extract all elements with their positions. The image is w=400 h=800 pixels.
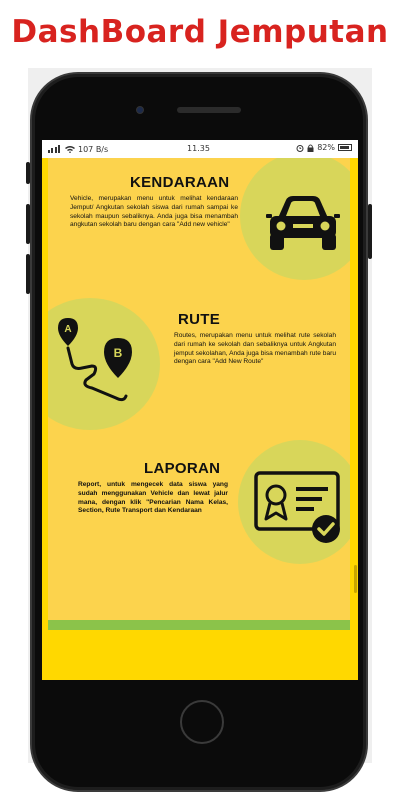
rute-title: RUTE [178,311,221,328]
earpiece-speaker [177,107,241,113]
route-icon [58,316,150,404]
home-button[interactable] [180,700,224,744]
front-camera-icon [136,106,144,114]
wifi-icon [65,145,75,153]
banner-title: DashBoard Jemputan [11,14,389,50]
route-marker-b: B [113,346,123,360]
rute-description: Routes, merupakan menu untuk melihat rute sekolah dari rumah ke sekolah dan sebaliknya untuk Angkutan jemput sekolahan, Anda juga bisa menambah rute baru dengan cara "Add New Route" [174,332,336,366]
laporan-title: LAPORAN [144,460,221,477]
car-icon [266,194,340,252]
battery-icon [338,144,352,151]
battery-percent: 82% [317,143,335,152]
alarm-icon [296,144,304,152]
route-marker-a: A [64,324,72,335]
volume-up-button [26,204,30,244]
clock: 11.35 [187,144,210,153]
mute-switch [26,162,30,184]
scrollbar-thumb[interactable] [354,565,357,593]
volume-down-button [26,254,30,294]
lock-icon [307,144,314,152]
power-button [368,204,372,259]
phone-screen [42,140,358,680]
kendaraan-description: Vehicle, merupakan menu untuk melihat kendaraan Jemput/ Angkutan sekolah siswa dari rumah sampai ke sekolah maupun sebaliknya. Anda juga bisa menambah angkutan sekolah baru dengan cara "Add new vehicle" [70,195,238,229]
certificate-check-icon [254,471,344,545]
kendaraan-title: KENDARAAN [130,174,230,191]
green-footer-bar [48,620,350,630]
network-speed: 107 B/s [78,144,109,154]
status-bar [42,140,358,158]
signal-icon [48,145,62,153]
laporan-description: Report, untuk mengecek data siswa yang sudah menggunakan Vehicle dan lewat jalur mana, dengan klik "Pencarian Nama Kelas, Section, Rute Transport dan Kendaraan [78,481,228,515]
content-panel [48,158,350,620]
